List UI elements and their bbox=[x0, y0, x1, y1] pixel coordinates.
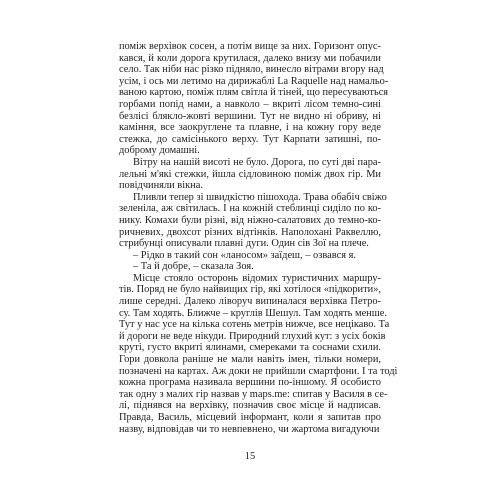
text-line: Місце стояло осторонь відомих туристичних маршру- bbox=[133, 272, 381, 284]
text-line: стрибунці описували плавні дуги. Один сів Зої на плече. bbox=[119, 238, 369, 250]
text-line: ричневих, двохсот різних відтінків. Наполохані Раквеллю, bbox=[119, 226, 381, 238]
text-line: лі, піднявся на верхівку, позначив своє місце й надписав. bbox=[119, 400, 381, 412]
text-line: Гори довкола раніше не мали навіть імен, тільки номери, bbox=[119, 354, 381, 366]
text-line: Пливли тепер зі швидкістю пішохода. Трава обабіч свіжо bbox=[133, 191, 387, 203]
paragraph bbox=[119, 250, 381, 262]
text-line: кожна програма називала вершини по-іншому. Я особисто bbox=[119, 377, 381, 389]
paragraph bbox=[119, 41, 389, 157]
text-line: безлісі блякло-жовті вершини. Тут не видно ні обриву, ні bbox=[119, 110, 381, 122]
text-line: горбами попід нами, а навколо – вкриті лісом темно-сині bbox=[119, 98, 381, 110]
body-text bbox=[119, 41, 398, 435]
text-line: зеленіла, аж світилась. І на кожній стеблинці сиділо по ко- bbox=[119, 203, 381, 215]
text-line: усім, і ось ми летимо на дирижаблі La Raquelle над намальо- bbox=[119, 75, 389, 87]
text-line: Вітру на нашій висоті не було. Дорога, по суті дві пара- bbox=[133, 156, 381, 168]
page-number: 15 bbox=[244, 451, 256, 462]
text-line: – Рідко в такий сон «ланосом» заїдеш, – озвався я. bbox=[133, 249, 356, 261]
paragraph bbox=[119, 157, 381, 192]
text-line: кався, й коли дорога крутилася, далеко внизу ми побачили bbox=[119, 52, 381, 64]
paragraph bbox=[119, 191, 387, 250]
text-line: – Та й добре, – сказала Зоя. bbox=[133, 261, 254, 273]
text-line: поміж верхівок сосен, а потім вище за них. Горизонт опус- bbox=[119, 41, 381, 52]
text-line: так одну з малих гір назвав у maps.me: спитав у Василя в се- bbox=[119, 388, 388, 400]
text-line: назву, відповідав чи то невпевнено, чи жартома вигадуючи bbox=[119, 423, 380, 435]
paragraph bbox=[119, 261, 381, 273]
text-line: позначені на картах. Аж доки не прийшли смартфони. І та тоді bbox=[119, 365, 398, 377]
text-line: село. Так ніби нас різко підняло, винесло вітрами вгору над bbox=[119, 64, 384, 76]
text-line: тів. Поряд не було найвищих гір, які хотілося «підкорити», bbox=[119, 284, 381, 296]
text-line: лише середні. Далеко ліворуч випиналася верхівка Петро- bbox=[119, 296, 381, 308]
text-line: су. Там ходять. Ближче – круглів Шешул. Там ходять менше. bbox=[119, 307, 387, 319]
text-line: Правда, Василь, місцевий інформант, коли я запитав про bbox=[119, 412, 381, 423]
text-line: каміння, все заокруглене та плавне, і на кожну гору веде bbox=[119, 122, 381, 134]
paragraph bbox=[119, 272, 398, 435]
text-line: й дороги не веде нікуди. Природний глухий кут: з усіх боків bbox=[119, 330, 386, 342]
text-line: Тут у нас усе на кілька сотень метрів нижче, все нецікаво. Та bbox=[119, 319, 390, 331]
text-line: повідчиняли вікна. bbox=[119, 180, 203, 192]
text-line: нику. Комахи були різні, від ніжно-салатових до темно-ко- bbox=[119, 214, 381, 226]
text-line: доброму домашні. bbox=[119, 145, 200, 157]
text-line: ваною картою, поміж плям світла й тіней, що пересуваються bbox=[119, 87, 389, 99]
text-line: стежка, до самісінького верху. Тут Карпати затишні, по- bbox=[119, 133, 381, 145]
text-line: круті, густо вкриті ялинами, смереками та соснами схили. bbox=[119, 342, 381, 354]
text-line: лельні м'які стежки, йшла сідловиною поміж двох гір. Ми bbox=[119, 168, 381, 180]
